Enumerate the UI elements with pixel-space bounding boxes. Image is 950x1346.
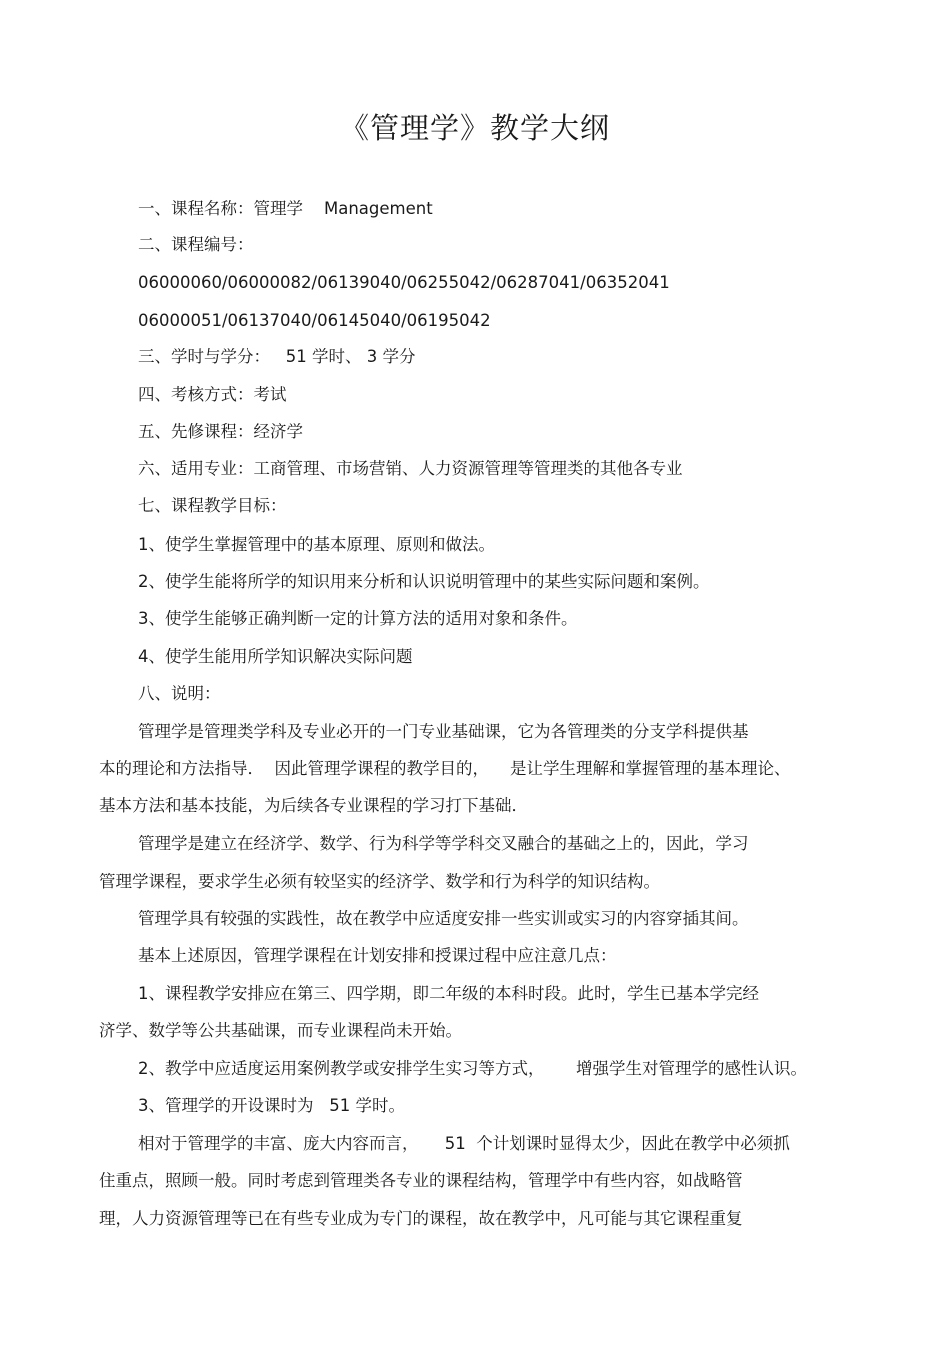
paragraph-line: 基本方法和基本技能，为后续各专业课程的学习打下基础． — [99, 796, 528, 815]
objective-item-4: 4、使学生能用所学知识解决实际问题 — [138, 647, 413, 666]
notes-heading: 八、说明： — [138, 684, 221, 703]
prerequisite-line: 五、先修课程：经济学 — [138, 422, 303, 441]
course-number-line-1: 06000060/06000082/06139040/06255042/06287041/06352041 — [138, 273, 670, 292]
paragraph-line: 本的理论和方法指导． 因此管理学课程的教学目的， 是让学生理解和掌握管理的基本理论、 — [99, 759, 791, 778]
document-title: 《管理学》教学大纲 — [339, 111, 610, 145]
paragraph-line: 管理学课程，要求学生必须有较坚实的经济学、数学和行为科学的知识结构。 — [99, 872, 660, 891]
objective-item-1: 1、使学生掌握管理中的基本原理、原则和做法。 — [138, 535, 495, 554]
note-item-2-line: 2、教学中应适度运用案例教学或安排学生实习等方式， 增强学生对管理学的感性认识。 — [138, 1059, 807, 1078]
paragraph-line: 管理学是管理类学科及专业必开的一门专业基础课，它为各管理类的分支学科提供基 — [138, 722, 749, 741]
paragraph-line: 相对于管理学的丰富、庞大内容而言， 51 个计划课时显得太少，因此在教学中必须抓 — [138, 1134, 790, 1153]
paragraph-line: 管理学是建立在经济学、数学、行为科学等学科交叉融合的基础之上的，因此，学习 — [138, 834, 749, 853]
note-item-1-line: 济学、数学等公共基础课，而专业课程尚未开始。 — [99, 1021, 462, 1040]
note-item-1-line: 1、课程教学安排应在第三、四学期，即二年级的本科时段。此时，学生已基本学完经 — [138, 984, 759, 1003]
course-name-line: 一、课程名称：管理学 Management — [138, 199, 433, 218]
hours-credits-line: 三、学时与学分： 51 学时、 3 学分 — [138, 347, 416, 366]
course-number-heading: 二、课程编号： — [138, 235, 254, 254]
paragraph-line: 基本上述原因，管理学课程在计划安排和授课过程中应注意几点： — [138, 946, 617, 965]
paragraph-line: 住重点，照顾一般。同时考虑到管理类各专业的课程结构，管理学中有些内容，如战略管 — [99, 1171, 743, 1190]
objectives-heading: 七、课程教学目标： — [138, 496, 287, 515]
applicable-majors-line: 六、适用专业：工商管理、市场营销、人力资源管理等管理类的其他各专业 — [138, 459, 683, 478]
course-number-line-2: 06000051/06137040/06145040/06195042 — [138, 311, 491, 330]
note-item-3-line: 3、管理学的开设课时为 51 学时。 — [138, 1096, 405, 1115]
paragraph-line: 理，人力资源管理等已在有些专业成为专门的课程，故在教学中，凡可能与其它课程重复 — [99, 1209, 743, 1228]
objective-item-3: 3、使学生能够正确判断一定的计算方法的适用对象和条件。 — [138, 609, 578, 628]
paragraph-line: 管理学具有较强的实践性，故在教学中应适度安排一些实训或实习的内容穿插其间。 — [138, 909, 749, 928]
objective-item-2: 2、使学生能将所学的知识用来分析和认识说明管理中的某些实际问题和案例。 — [138, 572, 710, 591]
assessment-line: 四、考核方式：考试 — [138, 385, 287, 404]
